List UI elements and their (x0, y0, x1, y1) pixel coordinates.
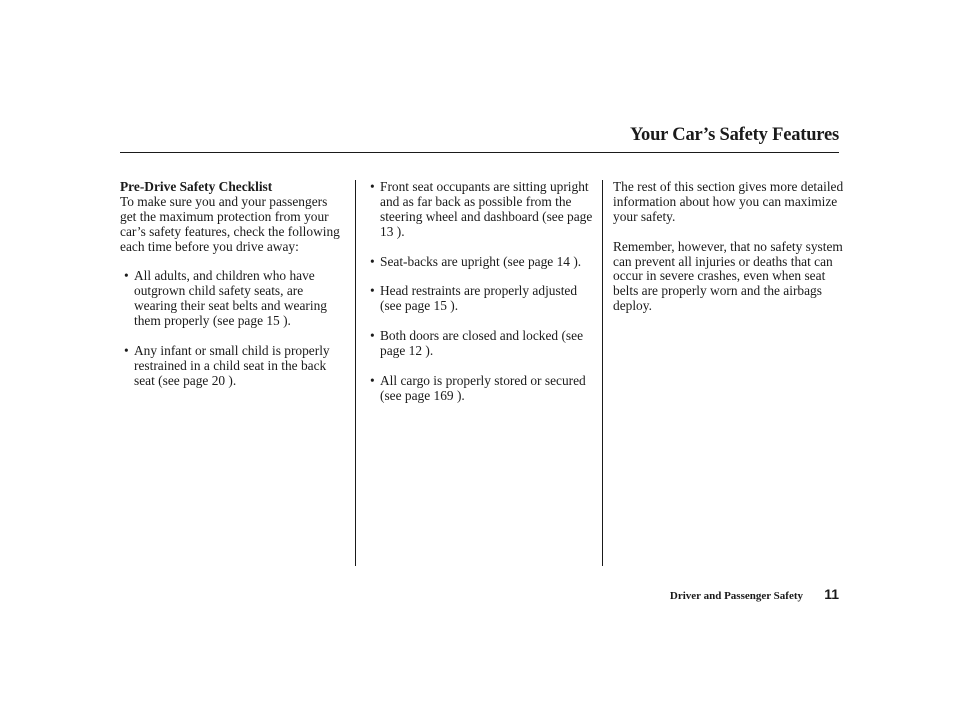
list-item (367, 374, 595, 404)
bullet-icon: • (370, 253, 375, 269)
footer-section-name: Driver and Passenger Safety (669, 590, 803, 602)
list-item-text: All cargo is properly stored or secured (see page 169 ). (380, 372, 586, 403)
list-item (367, 255, 595, 270)
column-3 (613, 180, 845, 314)
bullet-icon: • (370, 372, 375, 388)
list-item (367, 180, 595, 240)
list-item-text: Any infant or small child is properly restrained in a child seat in the back seat (see page 20 ). (134, 342, 330, 388)
bullet-icon: • (370, 283, 375, 299)
paragraph: Remember, however, that no safety system can prevent all injuries or deaths that can occur in severe crashes, even when seat belts are properly worn and the airbags deploy. (613, 238, 843, 314)
bullet-icon: • (370, 179, 375, 194)
page-number: 11 (824, 586, 839, 602)
bullet-icon: • (124, 268, 129, 284)
list-item-text: Head restraints are properly adjusted (see page 15 ). (380, 283, 578, 314)
section-heading: Pre-Drive Safety Checklist (120, 179, 273, 194)
checklist-list-2 (367, 180, 595, 404)
list-item (367, 329, 595, 359)
list-item-text: Seat-backs are upright (see page 14 ). (380, 253, 582, 269)
list-item-text: Both doors are closed and locked (see page 12 ). (380, 328, 584, 358)
header-rule (120, 152, 839, 153)
paragraph: The rest of this section gives more detailed information about how you can maximize your safety. (613, 179, 844, 224)
list-item (367, 284, 595, 314)
column-divider (355, 180, 356, 566)
bullet-icon: • (370, 328, 375, 344)
bullet-icon: • (124, 342, 129, 358)
page-title: Your Car’s Safety Features (629, 125, 839, 145)
list-item-text: All adults, and children who have outgrown child safety seats, are wearing their seat belts and wearing them properly (see page 15 ). (134, 268, 327, 329)
list-item (121, 269, 345, 329)
list-item (121, 344, 345, 389)
column-divider (602, 180, 603, 566)
intro-paragraph: To make sure you and your passengers get the maximum protection from your car’s safety features, check the following each time before you drive away: (120, 193, 340, 254)
column-1 (120, 180, 345, 389)
checklist-list-1 (120, 269, 345, 388)
column-2 (367, 180, 595, 404)
list-item-text: Front seat occupants are sitting upright and as far back as possible from the steering wheel and dashboard (see page 13 ). (380, 179, 593, 239)
